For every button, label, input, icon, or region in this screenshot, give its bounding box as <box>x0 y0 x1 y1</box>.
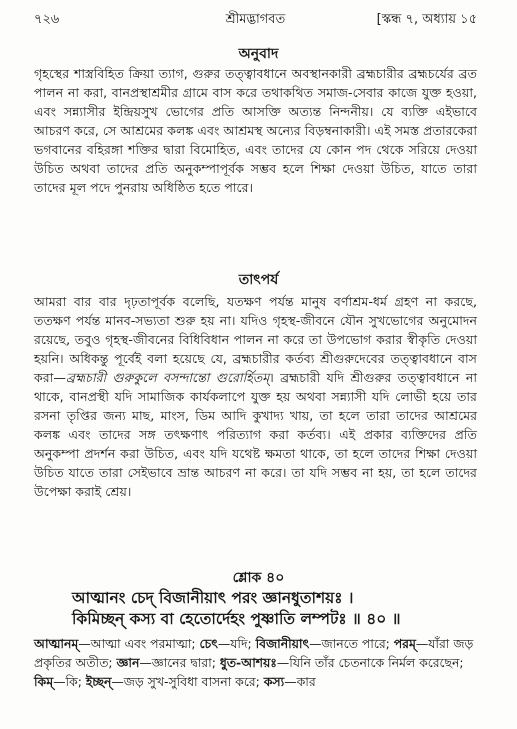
translation-heading: অনুবাদ <box>238 46 279 62</box>
synonym-term: কস্য <box>263 674 285 689</box>
translation-paragraph: গৃহস্থের শাস্ত্রবিহিত ক্রিয়া ত্যাগ, গুরুর তত্ত্বাবধানে অবস্থানকারী ব্রহ্মচারীর ব্রহ্মচর্যের ব্রত পালন না করা, বানপ্রস্থাশ্রমীর গ্রামে বাস করে তথাকথিত সমাজ-সেবার কাজে যুক্ত হওয়া, এবং সন্ন্যাসীর ইন্দ্রিয়সুখ ভোগের প্রতি আসক্তি অত্যন্ত নিন্দনীয়। যে ব্যক্তি এইভাবে আচরণ করে, সে আশ্রমের কলঙ্ক এবং আশ্রমস্থ অন্যের বিড়ম্বনাকারী। এই সমস্ত প্রতারকেরা ভগবানের বহিরঙ্গা শক্তির দ্বারা বিমোহিত, এবং তাদের যে কোন পদ থেকে সরিয়ে দেওয়া উচিত অথবা তাদের প্রতি অনুকম্পাপূর্বক সম্ভব হলে শিক্ষা দেওয়া উচিত, যাতে তারা তাদের মূল পদে পুনরায় অধিষ্ঠিত হতে পারে। <box>34 66 477 195</box>
purport-quote: ব্রহ্মচারী গুরুকুলে বসন্দান্তো গুরোর্হিতম্ <box>65 370 270 385</box>
purport-text-after: । ব্রহ্মচারী যদি শ্রীগুরুর তত্ত্বাবধানে না থাকে, বানপ্রস্থী যদি সামাজিক কার্যকলাপে যুক্ত হয় অথবা সন্ন্যাসী যদি লোভী হয়ে তার রসনা তৃপ্তির জন্য মাছ, মাংস, ডিম আদি কুখাদ্য খায়, তা হলে তারা তাদের আশ্রমের কলঙ্ক এবং তাদের সঙ্গ তৎক্ষণাৎ পরিত্যাগ করা কর্তব্য। এই প্রকার ব্যক্তিদের প্রতি অনুকম্পা প্রদর্শন করা উচিত, এবং যদি যথেষ্ট ক্ষমতা থাকে, তা হলে তাদের শিক্ষা দেওয়া উচিত যাতে তারা সেইভাবে ভ্রান্ত আচরণ না করে। তা যদি সম্ভব না হয়, তা হলে তাদের উপেক্ষা করাই শ্রেয়। <box>34 370 477 499</box>
synonyms-section <box>34 634 477 691</box>
purport-text-before: আমরা বার বার দৃঢ়তাপূর্বক বলেছি, যতক্ষণ পর্যন্ত মানুষ বর্ণাশ্রম-ধর্ম গ্রহণ না করছে, ততক্ষণ পর্যন্ত মানব-সভ্যতা শুরু হয় না। যদিও গৃহস্থ-জীবনে যৌন সুখভোগের অনুমোদন রয়েছে, তবুও গৃহস্থ-জীবনের বিধিবিধান পালন না করে তা উপভোগ করার স্বীকৃতি দেওয়া হয়নি। অধিকন্তু পূর্বেই বলা হয়েছে যে, ব্রহ্মচারীর কর্তব্য শ্রীগুরুদেবের তত্ত্বাবধানে বাস করা— <box>34 294 477 385</box>
synonym-term: চেৎ <box>199 636 218 651</box>
synonym-term: পরম্ <box>393 636 416 651</box>
page-number: ৭২৬ <box>34 12 60 27</box>
synonym-meaning: —কি; <box>53 674 86 689</box>
synonym-term: কিম্ <box>34 674 54 689</box>
synonym-term: বিজানীয়াৎ <box>255 636 310 651</box>
translation-text <box>34 64 477 197</box>
synonym-meaning: —জ্ঞানের দ্বারা; <box>139 655 220 670</box>
synonym-term: ধুত-আশয়ঃ <box>219 655 277 670</box>
synonym-meaning: —যাঁরা জড় প্রকৃতির অতীত; <box>34 636 474 670</box>
purport-text <box>34 292 477 501</box>
synonym-term: জ্ঞান <box>116 655 140 670</box>
purport-heading: তাৎপর্য <box>238 272 279 288</box>
synonym-meaning: —যিনি তাঁর চেতনাকে নির্মল করেছেন; <box>276 655 464 670</box>
verse-line-1: আত্মানং চেদ্ বিজানীয়াৎ পরং জ্ঞানধুতাশয়ঃ । <box>72 589 354 607</box>
section-reference: [স্কন্ধ ৭, অধ্যায় ১৫ <box>376 12 477 27</box>
verse-heading: শ্লোক ৪০ <box>232 570 285 586</box>
verse-text <box>72 588 477 630</box>
synonyms-paragraph <box>34 634 477 691</box>
synonym-term: ইচ্ছন্ <box>85 674 112 689</box>
book-title: শ্রীমদ্ভাগবত <box>225 12 286 27</box>
synonym-meaning: —যদি; <box>217 636 256 651</box>
synonym-meaning: —আত্মা এবং পরমাত্মা; <box>78 636 200 651</box>
synonym-meaning: —জানতে পারে; <box>309 636 394 651</box>
synonym-meaning: —জড় সুখ-সুবিধা বাসনা করে; <box>111 674 264 689</box>
verse-line-2: কিমিচ্ছন্ কস্য বা হেতোর্দেহং পুষ্ণাতি লম্পটঃ ॥ ৪০ ॥ <box>72 610 401 628</box>
synonym-term: আত্মানম্ <box>34 636 79 651</box>
page-header <box>34 10 477 32</box>
synonym-meaning: —কার <box>284 674 316 689</box>
purport-paragraph <box>34 292 477 501</box>
